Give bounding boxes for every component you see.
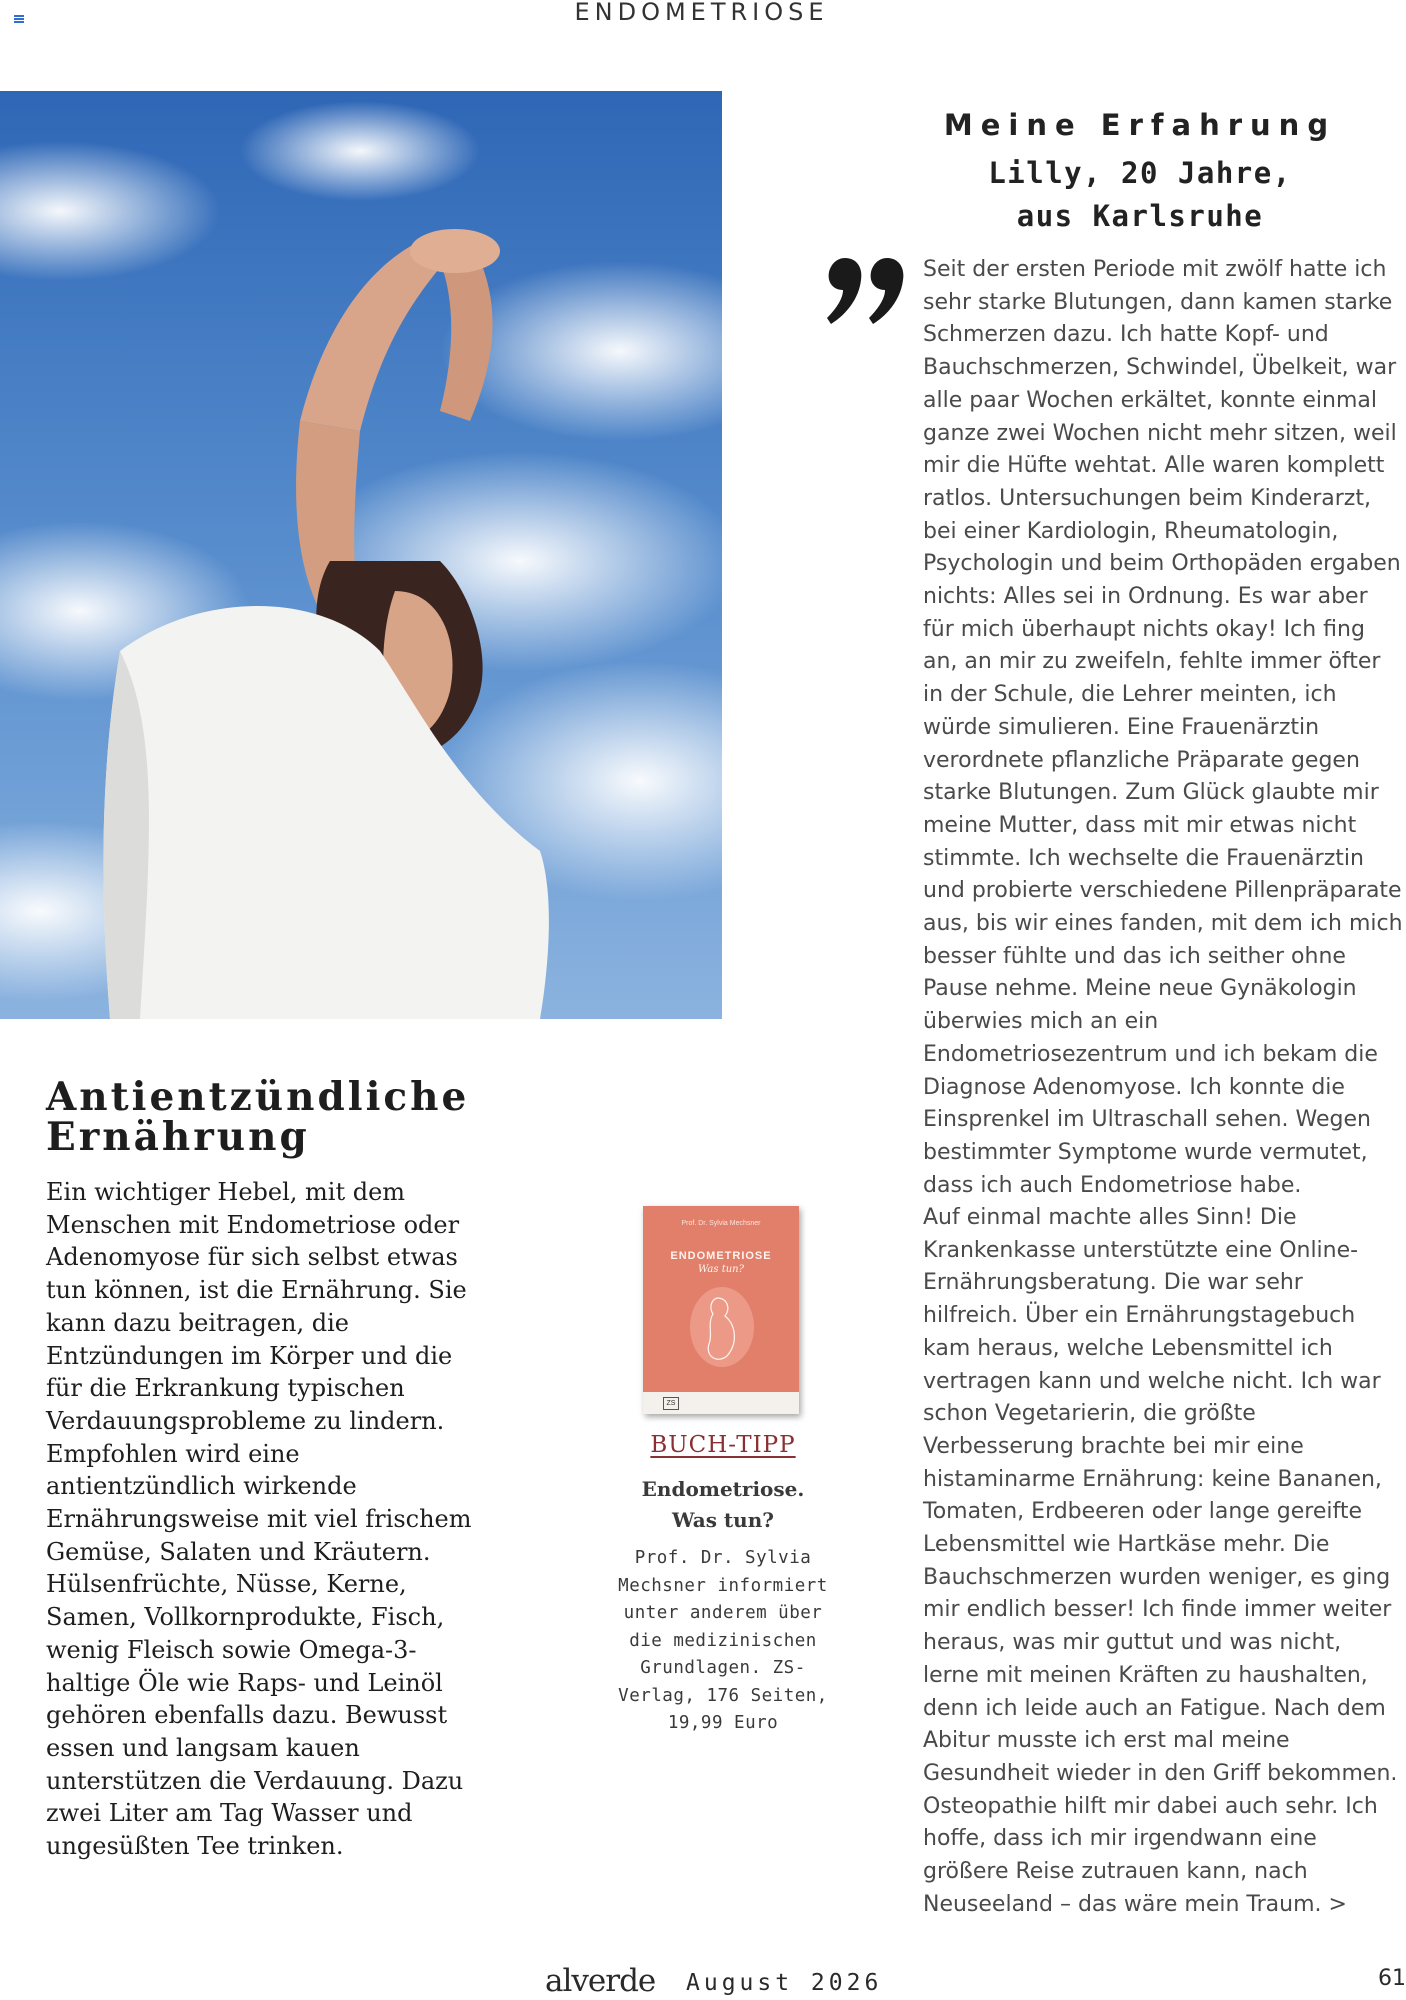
quote-mark-icon (823, 250, 909, 336)
book-tip-title-line2: Was tun? (672, 1508, 774, 1532)
book-cover-subtitle: Was tun? (698, 1264, 744, 1275)
issue-date: August 2026 (686, 1970, 883, 1996)
experience-person (890, 152, 1390, 238)
book-tip-label: BUCH-TIPP (650, 1432, 796, 1458)
magazine-logo: alverde (545, 1963, 656, 1999)
woman-stretching-sky-photo (0, 91, 722, 1019)
experience-paragraph-2: Auf einmal machte alles Sinn! Die Krankenkasse unterstützte eine Online-Ernährungsberatung. Die war sehr hilfreich. Über ein Ernährungstagebuch kam heraus, welche Lebensmittel ich vertragen kann und welche nicht. Ich war schon Vegetarierin, die größte Verbesserung brachte bei mir eine histaminarme Ernährung: keine Bananen, Tomaten, Erdbeeren oder lange gereifte Lebensmittel wie Hartkäse mehr. Die Bauchschmerzen wurden weniger, es ging mir endlich besser! Ich finde immer weiter heraus, was mir guttut und was nicht, lerne mit meinen Kräften zu haushalten, denn ich leide auch an Fatigue. Nach dem Abitur musste ich erst mal meine Gesundheit wieder in den Griff bekommen. Osteopathie hilft mir dabei auch sehr. Ich hoffe, dass ich mir irgendwann eine größere Reise zutrauen kann, nach Neuseeland – das wäre mein Traum. > (923, 1205, 1398, 1917)
book-cover-figure-icon (687, 1284, 757, 1370)
book-cover-image (643, 1206, 799, 1414)
page-number: 61 (1378, 1966, 1406, 1991)
experience-person-line1: Lilly, 20 Jahre, (988, 156, 1292, 190)
book-cover-author: Prof. Dr. Sylvia Mechsner (681, 1220, 761, 1227)
nutrition-heading-line2: Ernährung (46, 1114, 310, 1160)
nutrition-body: Ein wichtiger Hebel, mit dem Menschen mit Endometriose oder Adenomyose für sich selbst etwas tun können, ist die Ernährung. Sie kann dazu beitragen, die Entzündungen im Körper und die für die Erkrankung typischen Verdauungsprobleme zu lindern. Empfohlen wird eine antientzündlich wirkende Ernährungsweise mit viel frischem Gemüse, Salaten und Kräutern. Hülsenfrüchte, Nüsse, Kerne, Samen, Vollkornprodukte, Fisch, wenig Fleisch sowie Omega-3-haltige Öle wie Raps- und Leinöl gehören ebenfalls dazu. Bewusst essen und langsam kauen unterstützen die Verdauung. Dazu zwei Liter am Tag Wasser und ungesüßten Tee trinken. (46, 1178, 472, 1861)
experience-heading: Meine Erfahrung (943, 108, 1337, 142)
book-cover-title: ENDOMETRIOSE (670, 1250, 772, 1262)
section-header: ENDOMETRIOSE (574, 0, 829, 26)
experience-paragraph-1: Seit der ersten Periode mit zwölf hatte ich sehr starke Blutungen, dann kamen starke Schmerzen dazu. Ich hatte Kopf- und Bauchschmerzen, Schwindel, Übelkeit, war alle paar Wochen erkältet, konnte einmal ganze zwei Wochen nicht mehr sitzen, weil mir die Hüfte wehtat. Alle waren komplett ratlos. Untersuchungen beim Kinderarzt, bei einer Kardiologin, Rheumatologin, Psychologin und beim Orthopäden ergaben nichts: Alles sei in Ordnung. Es war aber für mich überhaupt nichts okay! Ich fing an, an mir zu zweifeln, fehlte immer öfter in der Schule, die Lehrer meinten, ich würde simulieren. Eine Frauenärztin verordnete pflanzliche Präparate gegen starke Blutungen. Zum Glück glaubte mir meine Mutter, dass mit mir etwas nicht stimmte. Ich wechselte die Frauenärztin und probierte verschiedene Pillenpräparate aus, bis wir eines fanden, mit dem ich mich besser fühlte und das ich seither ohne Pause nehme. Meine neue Gynäkologin überwies mich an ein Endometriosezentrum und ich bekam die Diagnose Adenomyose. Ich konnte die Einsprenkel im Ultraschall sehen. Wegen bestimmter Symptome wurde vermutet, dass ich auch Endometriose habe. (923, 257, 1403, 1198)
experience-person-line2: aus Karlsruhe (1016, 199, 1264, 233)
book-tip-title (568, 1474, 878, 1536)
publisher-logo: ZS (663, 1397, 679, 1410)
nutrition-heading (46, 1074, 546, 1160)
book-tip-description: Prof. Dr. Sylvia Mechsner informiert unter anderem über die medizinischen Grundlagen. ZS-Verlag, 176 Seiten, 19,99 Euro (618, 1548, 828, 1733)
book-tip-title-line1: Endometriose. (641, 1477, 805, 1501)
nutrition-heading-line1: Antientzündliche (46, 1074, 470, 1120)
